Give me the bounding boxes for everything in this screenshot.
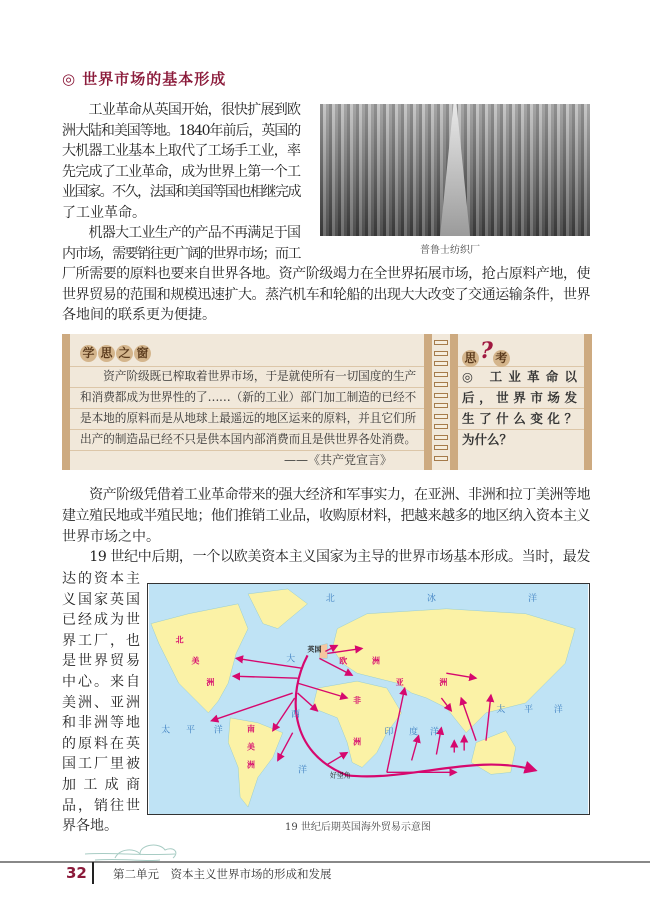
text-line: 品，销往世 (62, 797, 140, 814)
text-line: 资产阶级凭借着工业革命带来的强大经济和军事实力，在亚洲、非洲和拉丁美洲等地 (62, 487, 590, 503)
continent-label: 非 (353, 695, 362, 705)
footer-divider (92, 862, 94, 884)
ladder-rung (434, 340, 448, 345)
continent-label: 美 (247, 742, 255, 752)
text-line: 内市场，需要销往更广阔的世界市场；而工 (62, 245, 300, 262)
text-line: 国工厂里被 (62, 756, 140, 773)
quote-line: 是本地的原料而是从地球上最遥远的地区运来的原料，并且它们所 (80, 411, 416, 425)
quote-line: 和消费都成为世界性的了……（新的工业）部门加工制造的已经不 (80, 390, 416, 404)
ocean-label: 太 (496, 704, 506, 715)
title-char: 思 (98, 345, 115, 362)
text-line: 19 世纪中后期，一个以欧美资本主义国家为主导的世界市场基本形成。当时，最发 (62, 549, 590, 566)
continent-label: 南 (247, 724, 255, 734)
section-title: ◎ 世界市场的基本形成 (62, 70, 227, 88)
title-char: 思 (462, 350, 479, 367)
ocean-label: 太 (161, 725, 171, 736)
text-line: 中心。来自 (62, 674, 140, 690)
text-line: 达的资本主 (62, 571, 140, 587)
chapter-title: 第二单元 资本主义世界市场的形成和发展 (113, 867, 332, 881)
text-line: 先完成了工业革命，成为世界上第一个工 (62, 163, 300, 180)
textile-factory-photo (320, 104, 590, 236)
text-line: 厂所需要的原料也要来自世界各地。资产阶级竭力在全世界拓展市场，抢占原料产地，使 (62, 266, 590, 282)
map-caption: 19 世纪后期英国海外贸易示意图 (285, 822, 431, 833)
ocean-label: 大 (286, 654, 296, 665)
trade-map (147, 583, 590, 815)
text-line: 大机器工业基本上取代了工场手工业，率 (62, 143, 300, 159)
ladder-rung (434, 351, 448, 356)
title-char: 窗 (134, 345, 151, 362)
ladder-rung (434, 382, 448, 387)
think-title (462, 338, 511, 368)
continent-label: 洲 (439, 678, 448, 688)
text-line: 了工业革命。 (62, 204, 146, 221)
text-line: 界各地。 (62, 818, 118, 835)
ladder-divider (432, 334, 450, 470)
ladder-rung (434, 361, 448, 366)
ocean-label: 洋 (528, 593, 538, 604)
text-line: 机器大工业生产的产品不再满足于国 (62, 225, 300, 241)
think-question-line: 后，世界市场发 (462, 390, 577, 405)
ladder-rung (434, 414, 448, 419)
ladder-rung (434, 403, 448, 408)
continent-label: 洲 (353, 737, 362, 747)
text-line: 加 工 成 商 (62, 777, 140, 793)
text-line: 界工厂，也 (62, 632, 140, 649)
think-question-line: 为什么？ (462, 432, 513, 447)
ladder-rung (434, 435, 448, 440)
text-line: 和非洲等地 (62, 715, 140, 732)
footer-rule (0, 861, 650, 863)
ladder-rung (434, 456, 448, 461)
ocean-label: 印 (384, 727, 394, 738)
study-window-box (62, 334, 592, 470)
ladder-rung (434, 424, 448, 429)
ladder-rung (434, 372, 448, 377)
text-line: 义国家英国 (62, 591, 140, 608)
ladder-rung (434, 445, 448, 450)
text-line: 世界市场之中。 (62, 528, 160, 545)
text-line: 各地间的联系更为便捷。 (62, 307, 216, 323)
text-line: 的原料在英 (62, 735, 140, 752)
ocean-label: 度 (409, 727, 419, 738)
title-char: 考 (493, 350, 510, 367)
ocean-label: 洋 (429, 727, 439, 738)
think-question-line: 生了什么变化？ (462, 411, 577, 426)
quote-line: 出产的制造品已经不只是供本国内部消费而且是供世界各处消费。 (80, 432, 416, 446)
ocean-label: 北 (325, 593, 335, 604)
ocean-label: 西 (291, 709, 301, 720)
continent-label: 欧 (339, 656, 348, 666)
study-window-title (80, 342, 152, 362)
britain-label: 英国 (307, 644, 322, 654)
world-map-svg (148, 584, 589, 814)
continent-label: 洲 (371, 656, 380, 666)
text-line: 美洲、亚洲 (62, 694, 140, 711)
question-mark-icon: ? (480, 338, 493, 364)
ocean-label: 洋 (298, 765, 308, 776)
continent-label: 美 (191, 656, 200, 666)
continent-label: 洲 (206, 678, 215, 688)
think-question-line: ◎ 工业革命以 (462, 369, 577, 384)
ocean-label: 洋 (213, 725, 223, 736)
photo-caption: 普鲁士纺织厂 (420, 245, 480, 256)
ocean-label: 平 (186, 725, 196, 736)
continent-label: 亚 (395, 678, 404, 688)
text-line: 工业革命从英国开始，很快扩展到欧 (62, 102, 300, 118)
text-line: 世界贸易的范围和规模迅速扩大。蒸汽机车和轮船的出现大大改变了交通运输条件，世界 (62, 286, 590, 303)
ladder-rung (434, 393, 448, 398)
text-line: 已经成为世 (62, 612, 140, 629)
ocean-label: 平 (524, 704, 534, 715)
quote-source: ——《共产党宣言》 (284, 453, 393, 467)
cape-label: 好望角 (329, 771, 351, 780)
text-line: 是世界贸易 (62, 653, 140, 670)
ocean-label: 冰 (426, 593, 436, 604)
page-number: 32 (66, 864, 87, 882)
quote-line: 资产阶级既已榨取着世界市场，于是就使所有一切国度的生产 (80, 369, 416, 383)
text-line: 业国家。不久，法国和美国等国也相继完成 (62, 184, 300, 200)
title-char: 之 (116, 345, 133, 362)
text-line: 洲大陆和美国等地。1840年前后，英国的 (62, 122, 300, 139)
continent-label: 洲 (247, 760, 255, 770)
title-char: 学 (80, 345, 97, 362)
continent-label: 北 (175, 635, 184, 645)
text-line: 建立殖民地或半殖民地；他们推销工业品，收购原材料，把越来越多的地区纳入资本主义 (62, 507, 590, 524)
ocean-label: 洋 (553, 704, 563, 715)
